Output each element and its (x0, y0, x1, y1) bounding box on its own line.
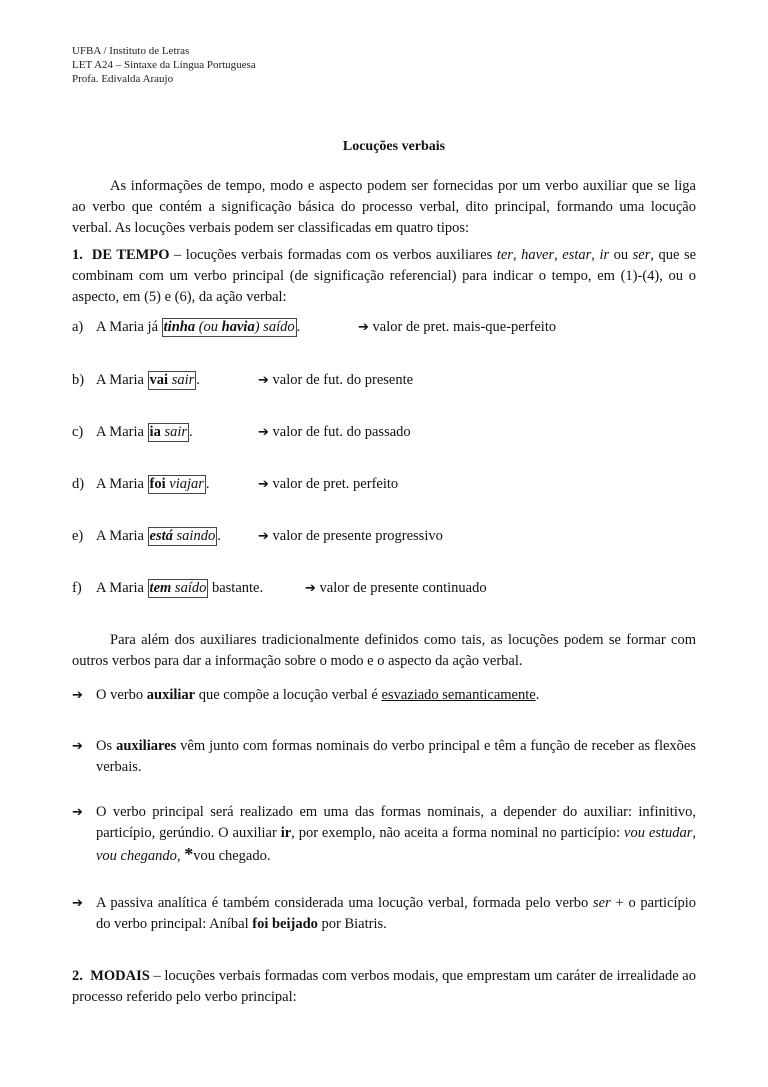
arrow-right-icon: ➔ (258, 425, 269, 440)
bold-term: auxiliar (146, 687, 196, 703)
text: vêm junto com formas nominais do verbo principal e têm a função de receber as flexões verbais. (96, 738, 696, 775)
page-title: Locuções verbais (342, 139, 446, 154)
text: . (535, 687, 540, 703)
sentence-text: . (217, 528, 221, 544)
main-verb: saído (174, 580, 207, 596)
text: , (692, 825, 697, 841)
example-value (258, 526, 443, 547)
example-d (72, 474, 696, 494)
sentence-text: . (296, 319, 301, 335)
sentence-text: . (189, 424, 193, 440)
example-label: a) (72, 319, 84, 335)
verbal-locution-box (162, 318, 297, 337)
auxiliary-verb: vai (149, 372, 169, 388)
section-1-heading: DE TEMPO (91, 247, 170, 263)
header-institution: UFBA / Instituto de Letras (72, 45, 190, 57)
section-2-number: 2. (72, 968, 83, 984)
auxiliary-verb: foi (149, 476, 166, 492)
example-label: e) (72, 528, 84, 544)
arrow-right-icon: ➔ (358, 320, 369, 335)
sentence-text: bastante. (208, 580, 264, 596)
verb-haver: haver (521, 247, 555, 263)
bullet-3 (72, 802, 696, 867)
text: + o particípio do verbo principal: Aníbal (96, 895, 697, 932)
bullet-1 (72, 685, 696, 706)
example-sentence (96, 317, 300, 337)
value-text: valor de fut. do presente (272, 372, 414, 388)
example-f (72, 578, 696, 598)
bullet-text (96, 893, 696, 935)
verbal-locution-box (148, 371, 197, 390)
text: O verbo principal será realizado em uma das formas nominais, a depender do auxiliar: infinitivo, particípio, gerúndio. O auxiliar (96, 804, 696, 841)
bold-term: foi beijado (252, 916, 318, 932)
value-text: valor de fut. do passado (272, 424, 411, 440)
text: vou chegado. (193, 848, 271, 864)
arrow-right-icon: ➔ (72, 805, 83, 820)
main-verb: viajar (169, 476, 204, 492)
paragraph-2: Para além dos auxiliares tradicionalmente definidos como tais, as locuções podem se formar com outros verbos para dar a informação sobre o modo e o aspecto da ação verbal. (72, 632, 696, 669)
value-text: valor de pret. mais-que-perfeito (372, 319, 557, 335)
example-sentence (96, 370, 200, 390)
sentence-text: A Maria (96, 580, 148, 596)
sentence-text: A Maria (96, 528, 148, 544)
example-b (72, 370, 696, 390)
example-value (305, 578, 487, 599)
example-value (358, 317, 556, 338)
section-2-heading: MODAIS (90, 968, 150, 984)
auxiliary-verb: ia (149, 424, 161, 440)
section-1-number: 1. (72, 247, 83, 263)
arrow-right-icon: ➔ (258, 373, 269, 388)
auxiliary-verb: está (149, 528, 173, 544)
text: , por exemplo, não aceita a forma nominal no particípio: (291, 825, 625, 841)
sentence-text: A Maria (96, 424, 148, 440)
arrow-right-icon: ➔ (258, 477, 269, 492)
sep: , (591, 247, 600, 263)
bullet-text (96, 736, 696, 778)
text: O verbo (96, 687, 147, 703)
example-a (72, 317, 696, 337)
arrow-right-icon: ➔ (258, 529, 269, 544)
sep: , (554, 247, 563, 263)
example-value (258, 422, 411, 443)
italic-term: ser (593, 895, 611, 911)
sep: , (512, 247, 522, 263)
italic-example: vou estudar (624, 825, 693, 841)
example-sentence (96, 526, 221, 546)
verbal-locution-box (148, 423, 189, 442)
bullet-text (96, 685, 696, 706)
verb-ser: ser (632, 247, 651, 263)
sentence-text: (ou (195, 319, 222, 335)
verbal-locution-box (148, 475, 206, 494)
value-text: valor de presente continuado (319, 580, 487, 596)
main-verb: saindo (176, 528, 216, 544)
arrow-right-icon: ➔ (72, 739, 83, 754)
example-value (258, 370, 413, 391)
example-sentence (96, 422, 193, 442)
document-header (72, 44, 256, 86)
value-text: valor de pret. perfeito (272, 476, 399, 492)
example-label: d) (72, 476, 85, 492)
verbal-locution-box (148, 527, 218, 546)
intro-paragraph: As informações de tempo, modo e aspecto podem ser fornecidas por um verbo auxiliar que se liga ao verbo que contém a significação básica do processo verbal, dito principal, formando uma locução verbal. As locuções verbais podem ser classificadas em quatro tipos: (72, 178, 696, 236)
underlined-term: esvaziado semanticamente (381, 687, 536, 703)
example-sentence (96, 474, 210, 494)
main-verb: sair (164, 424, 188, 440)
header-course: LET A24 – Sintaxe da Língua Portuguesa (72, 59, 256, 71)
main-verb: saído (263, 319, 295, 335)
auxiliary-verb: tem (149, 580, 172, 596)
auxiliary-verb: tinha (163, 319, 196, 335)
example-value (258, 474, 398, 495)
section-1-text: – locuções verbais formadas com os verbos auxiliares (169, 247, 497, 263)
verb-ir: ir (599, 247, 610, 263)
verbal-locution-box (148, 579, 209, 598)
example-label: b) (72, 372, 85, 388)
text: por Biatris. (317, 916, 387, 932)
italic-example: vou chegando (96, 848, 177, 864)
header-professor: Profa. Edivalda Araujo (72, 73, 174, 85)
sentence-text: ) (254, 319, 264, 335)
auxiliary-verb: havia (221, 319, 255, 335)
section-1-text-end: , que se combinam com um verbo principal (de significação referencial) para indicar o tempo, em (1)-(4), ou o aspecto, em (5) e (6), da ação verbal: (72, 247, 697, 305)
example-label: c) (72, 424, 84, 440)
example-sentence (96, 578, 263, 598)
sentence-text: . (196, 372, 200, 388)
sentence-text: A Maria (96, 372, 148, 388)
verb-ter: ter (496, 247, 513, 263)
arrow-right-icon: ➔ (305, 581, 316, 596)
bold-term: ir (280, 825, 292, 841)
arrow-right-icon: ➔ (72, 688, 83, 703)
sep: ou (609, 247, 633, 263)
section-2-text: – locuções verbais formadas com verbos modais, que emprestam um caráter de irrealidade ao processo referido pelo verbo principal: (72, 968, 696, 1005)
example-e (72, 526, 696, 546)
example-label: f) (72, 580, 82, 596)
bullet-text (96, 802, 696, 867)
main-verb: sair (171, 372, 195, 388)
sentence-text: . (205, 476, 210, 492)
text: , (176, 848, 185, 864)
section-2-paragraph (72, 966, 696, 1008)
bullet-4 (72, 893, 696, 935)
asterisk-mark: * (184, 844, 194, 864)
text: Os (96, 738, 117, 754)
example-c (72, 422, 696, 442)
bullet-2 (72, 736, 696, 778)
text: que compõe a locução verbal é (195, 687, 382, 703)
verb-estar: estar (562, 247, 592, 263)
section-1-paragraph (72, 245, 696, 308)
bold-term: auxiliares (116, 738, 177, 754)
arrow-right-icon: ➔ (72, 896, 83, 911)
value-text: valor de presente progressivo (272, 528, 443, 544)
sentence-text: A Maria já (96, 319, 162, 335)
text: A passiva analítica é também considerada uma locução verbal, formada pelo verbo (96, 895, 594, 911)
sentence-text: A Maria (96, 476, 148, 492)
